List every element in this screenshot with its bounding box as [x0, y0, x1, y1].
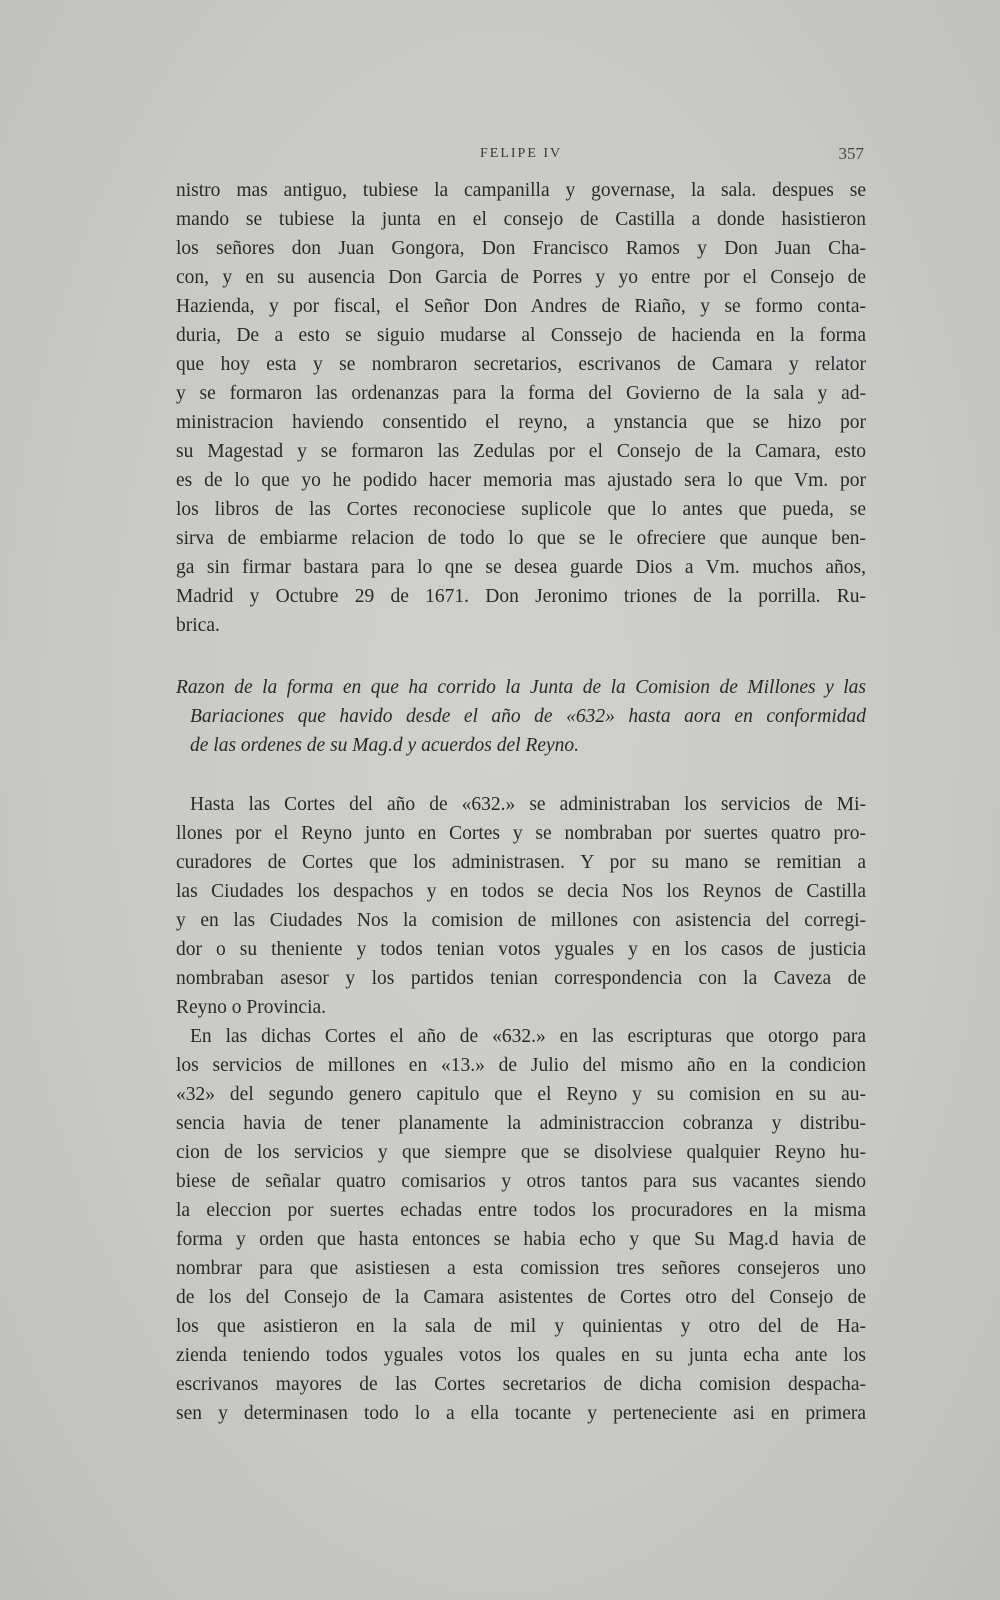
text-line: cion de los servicios y que siempre que se disolviese qualquier Reyno hu- [176, 1142, 866, 1163]
text-line: y en las Ciudades Nos la comision de millones con asistencia del corregi- [176, 910, 866, 931]
text-line: escrivanos mayores de las Cortes secretarios de dicha comision despacha- [176, 1374, 866, 1395]
text-line: con, y en su ausencia Don Garcia de Porres y yo entre por el Consejo de [176, 267, 866, 288]
running-head: FELIPE IV [480, 146, 563, 161]
text-line: curadores de Cortes que los administrasen. Y por su mano se remitian a [176, 852, 866, 873]
text-line: ministracion haviendo consentido el reyno, a ynstancia que se hizo por [176, 412, 866, 433]
text-line: mando se tubiese la junta en el consejo de Castilla a donde hasistieron [176, 209, 866, 230]
text-line: ga sin firmar bastara para lo qne se desea guarde Dios a Vm. muchos años, [176, 557, 866, 578]
text-line: sencia havia de tener planamente la administraccion cobranza y distribu- [176, 1113, 866, 1134]
text-line: nombrar para que asistiesen a esta comission tres señores consejeros uno [176, 1258, 866, 1279]
text-line: y se formaron las ordenanzas para la forma del Govierno de la sala y ad- [176, 383, 866, 404]
text-line: zienda teniendo todos yguales votos los quales en su junta echa ante los [176, 1345, 866, 1366]
text-line: nistro mas antiguo, tubiese la campanilla y governase, la sala. despues se [176, 180, 866, 201]
page-number: 357 [838, 144, 864, 163]
text-line: sirva de embiarme relacion de todo lo que se le ofreciere que aunque ben- [176, 528, 866, 549]
text-line: los libros de las Cortes reconociese suplicole que lo antes que pueda, se [176, 499, 866, 520]
text-line: Reyno o Provincia. [176, 997, 327, 1018]
text-line: los servicios de millones en «13.» de Julio del mismo año en la condicion [176, 1055, 866, 1076]
text-line: dor o su theniente y todos tenian votos yguales y en los casos de justicia [176, 939, 866, 960]
text-line: que hoy esta y se nombraron secretarios, escrivanos de Camara y relator [176, 354, 866, 375]
text-line: las Ciudades los despachos y en todos se decia Nos los Reynos de Castilla [176, 881, 866, 902]
text-line: de los del Consejo de la Camara asistentes de Cortes otro del Consejo de [176, 1287, 866, 1308]
text-line: la eleccion por suertes echadas entre todos los procuradores en la misma [176, 1200, 866, 1221]
text-line: «32» del segundo genero capitulo que el Reyno y su comision en su au- [176, 1084, 866, 1105]
text-line: nombraban asesor y los partidos tenian correspondencia con la Caveza de [176, 968, 866, 989]
text-line: sen y determinasen todo lo a ella tocante y perteneciente asi en primera [176, 1403, 866, 1424]
text-line: su Magestad y se formaron las Zedulas por el Consejo de la Camara, esto [176, 441, 866, 462]
heading-line: de las ordenes de su Mag.d y acuerdos del Reyno. [190, 735, 580, 756]
text-line: Madrid y Octubre 29 de 1671. Don Jeronimo triones de la porrilla. Ru- [176, 586, 866, 607]
text-line: forma y orden que hasta entonces se habia echo y que Su Mag.d havia de [176, 1229, 866, 1250]
text-line: biese de señalar quatro comisarios y otros tantos para sus vacantes siendo [176, 1171, 866, 1192]
text-line: es de lo que yo he podido hacer memoria mas ajustado sera lo que Vm. por [176, 470, 866, 491]
heading-line: Razon de la forma en que ha corrido la Junta de la Comision de Millones y las [176, 677, 866, 698]
text-line: Hasta las Cortes del año de «632.» se administraban los servicios de Mi- [190, 794, 866, 815]
text-line: los que asistieron en la sala de mil y quinientas y otro del de Ha- [176, 1316, 866, 1337]
text-line: llones por el Reyno junto en Cortes y se nombraban por suertes quatro pro- [176, 823, 866, 844]
text-line: En las dichas Cortes el año de «632.» en las escripturas que otorgo para [190, 1026, 866, 1047]
page-header [176, 146, 866, 170]
heading-line: Bariaciones que havido desde el año de «632» hasta aora en conformidad [190, 706, 866, 727]
text-line: los señores don Juan Gongora, Don Francisco Ramos y Don Juan Cha- [176, 238, 866, 259]
text-line: Hazienda, y por fiscal, el Señor Don Andres de Riaño, y se formo conta- [176, 296, 866, 317]
text-line: duria, De a esto se siguio mudarse al Conssejo de hacienda en la forma [176, 325, 866, 346]
text-line: brica. [176, 615, 220, 636]
